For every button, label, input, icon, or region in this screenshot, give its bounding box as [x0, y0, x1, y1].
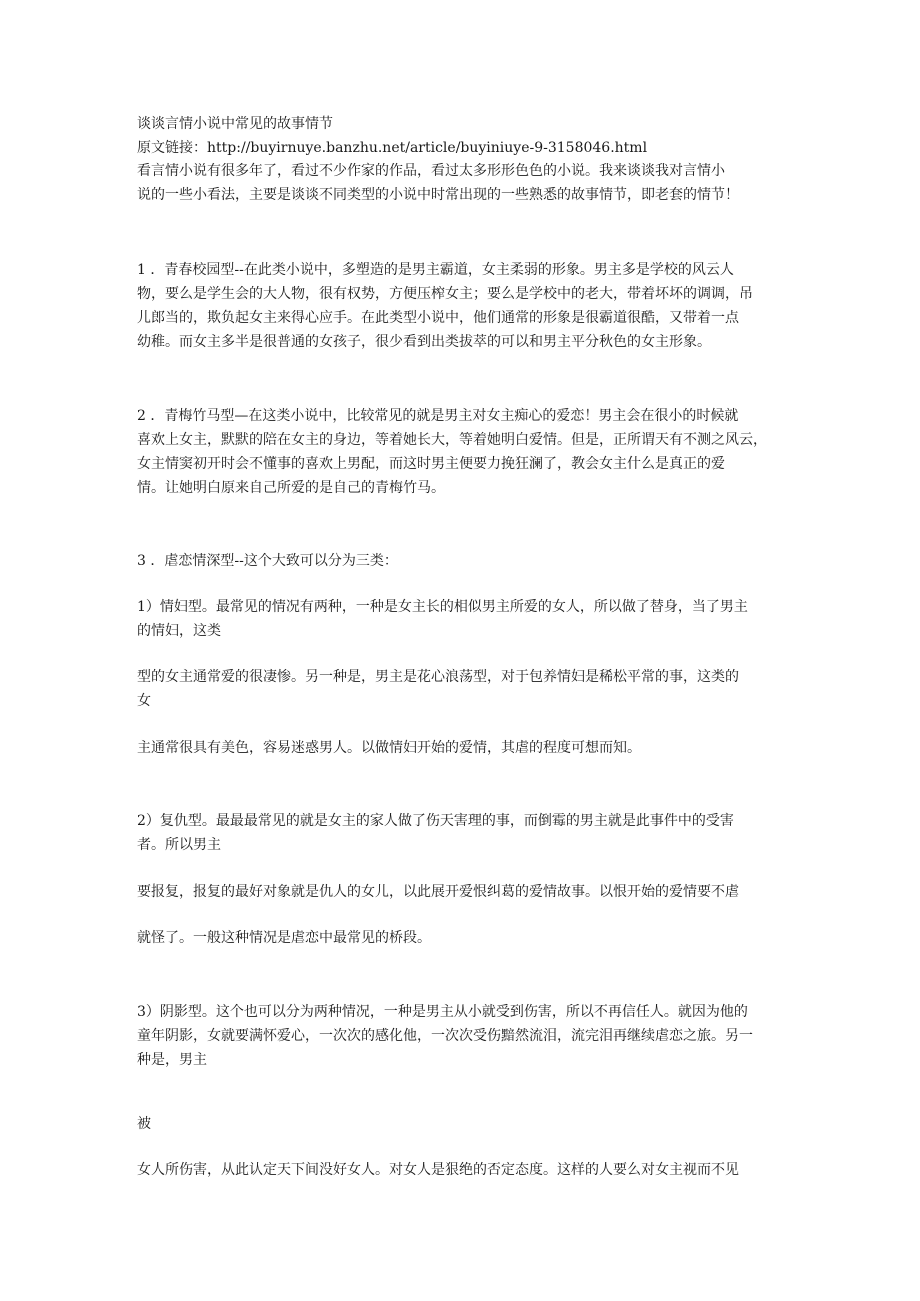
intro-line-1: 看言情小说有很多年了，看过不少作家的作品，看过太多形形色色的小说。我来谈谈我对言情小: [137, 163, 725, 179]
sub2-line-1: 2）复仇型。最最最常见的就是女主的家人做了伤天害理的事，而倒霉的男主就是此事件中的受害: [137, 813, 734, 829]
sub1-line-2: 的情妇，这类: [137, 623, 221, 639]
sub1-line-5: 主通常很具有美色，容易迷惑男人。以做情妇开始的爱情，其虐的程度可想而知。: [137, 740, 641, 756]
intro-line-2: 说的一些小看法，主要是谈谈不同类型的小说中时常出现的一些熟悉的故事情节，即老套的情节！: [137, 187, 739, 203]
document-title: 谈谈言情小说中常见的故事情节: [137, 116, 333, 132]
sub1-line-4: 女: [137, 693, 151, 709]
sub2-line-4: 就怪了。一般这种情况是虐恋中最常见的桥段。: [137, 930, 431, 946]
section2-line-3: 女主情窦初开时会不懂事的喜欢上男配，而这时男主便要力挽狂澜了，教会女主什么是真正的爱: [137, 456, 725, 472]
sub3-line-5: 女人所伤害，从此认定天下间没好女人。对女人是狠绝的否定态度。这样的人要么对女主视而不见: [137, 1162, 739, 1178]
sub1-line-1: 1）情妇型。最常见的情况有两种，一种是女主长的相似男主所爱的女人，所以做了替身，当了男主: [137, 599, 748, 615]
sub3-line-4: 被: [137, 1116, 151, 1132]
section2-line-2: 喜欢上女主，默默的陪在女主的身边，等着她长大，等着她明白爱情。但是，正所谓天有不测之风云，: [137, 432, 767, 448]
sub1-line-3: 型的女主通常爱的很凄惨。另一种是，男主是花心浪荡型，对于包养情妇是稀松平常的事，这类的: [137, 669, 739, 685]
section2-line-1: 2 ．青梅竹马型—在这类小说中，比较常见的就是男主对女主痴心的爱恋！男主会在很小的时候就: [137, 408, 739, 424]
section1-line-4: 幼稚。而女主多半是很普通的女孩子，很少看到出类拔萃的可以和男主平分秋色的女主形象。: [137, 334, 711, 350]
section1-line-2: 物，要么是学生会的大人物，很有权势，方便压榨女主；要么是学校中的老大，带着坏坏的调调，吊: [137, 286, 753, 302]
section3-heading: 3 ．虐恋情深型--这个大致可以分为三类：: [137, 553, 398, 569]
sub2-line-3: 要报复，报复的最好对象就是仇人的女儿，以此展开爱恨纠葛的爱情故事。以恨开始的爱情要不虐: [137, 884, 739, 900]
section1-line-1: 1 ．青春校园型--在此类小说中，多塑造的是男主霸道，女主柔弱的形象。男主多是学校的风云人: [137, 262, 734, 278]
sub3-line-2: 童年阴影，女就要满怀爱心，一次次的感化他，一次次受伤黯然流泪，流完泪再继续虐恋之旅。另一: [137, 1028, 753, 1044]
source-link[interactable]: 原文链接：http://buyirnuye.banzhu.net/article/buyiniuye-9-3158046.html: [137, 140, 648, 156]
sub2-line-2: 者。所以男主: [137, 837, 221, 853]
section2-line-4: 情。让她明白原来自己所爱的是自己的青梅竹马。: [137, 480, 445, 496]
sub3-line-1: 3）阴影型。这个也可以分为两种情况，一种是男主从小就受到伤害，所以不再信任人。就因为他的: [137, 1004, 748, 1020]
sub3-line-3: 种是，男主: [137, 1052, 207, 1068]
section1-line-3: 儿郎当的，欺负起女主来得心应手。在此类型小说中，他们通常的形象是很霸道很酷，又带着一点: [137, 310, 739, 326]
